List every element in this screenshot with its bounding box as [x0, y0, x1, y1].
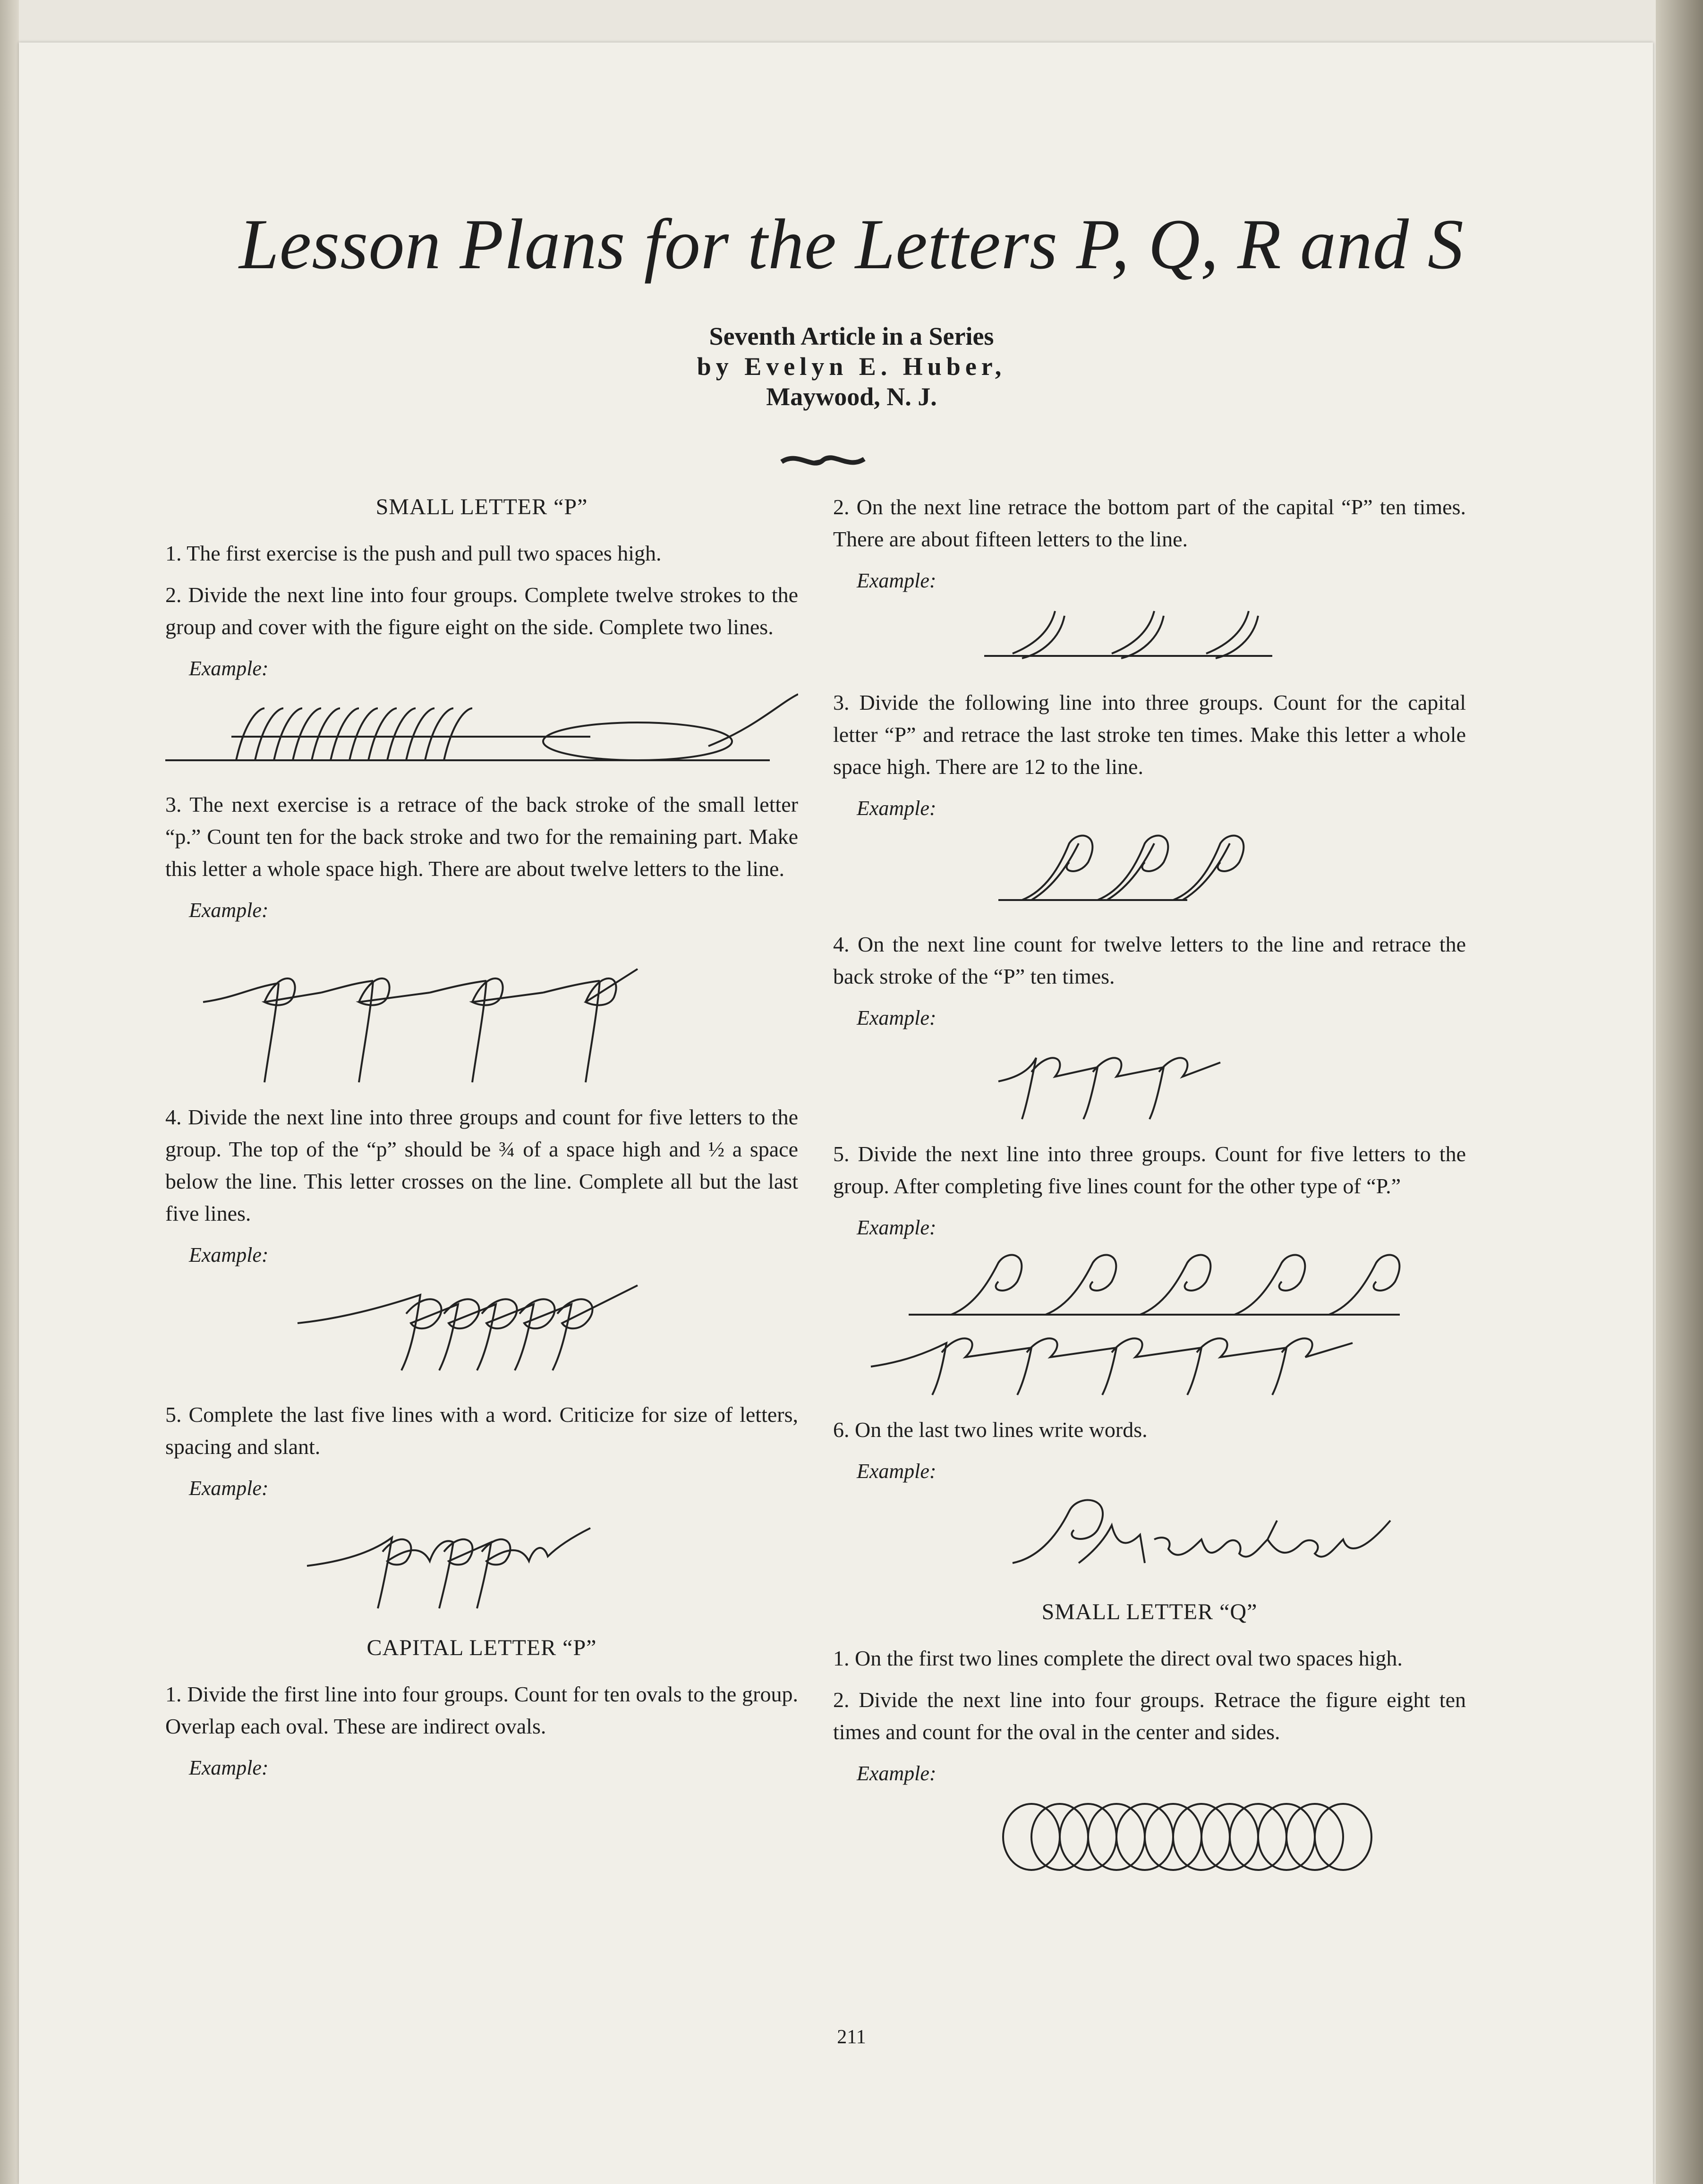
author-name: by Evelyn E. Huber, — [697, 352, 1006, 381]
capital-p-step-3: 3. Divide the following line into three groups. Count for the capital letter “P” and retrace the last stroke ten times. Make this letter a whole space high. There are 12 to the line. — [833, 690, 1466, 779]
small-p-sample — [165, 1276, 798, 1385]
example-label: Example: — [857, 1006, 937, 1029]
article-subtitle: Seventh Article in a Series — [709, 322, 994, 350]
capital-p-rows-sample — [833, 1249, 1466, 1400]
example-label: Example: — [857, 1216, 937, 1239]
example-label: Example: — [857, 569, 937, 592]
figure-eight-oval-sample — [833, 1794, 1466, 1879]
capital-p-heading: CAPITAL LETTER “P” — [366, 1635, 597, 1660]
small-p-step-3: 3. The next exercise is a retrace of the back stroke of the small letter “p.” Count ten for the back stroke and two for the remaining part. Make this letter a whole space high. There are about twelve letters to the line. — [165, 792, 798, 881]
small-q-step-2: 2. Divide the next line into four groups. Retrace the figure eight ten times and count for the oval in the center and sides. — [833, 1688, 1466, 1744]
small-p-heading: SMALL LETTER “P” — [375, 494, 588, 519]
princeton-word-sample — [833, 1492, 1466, 1582]
example-label: Example: — [189, 899, 269, 922]
capital-p-back-stroke-sample — [833, 1039, 1466, 1124]
capital-p-step-5: 5. Divide the next line into three groups. Count for five letters to the group. After completing five lines count for the other type of “P.” — [833, 1142, 1466, 1198]
example-label: Example: — [189, 1243, 269, 1266]
article-title: Lesson Plans for the Letters P, Q, R and S — [239, 204, 1464, 284]
small-p-step-5: 5. Complete the last five lines with a word. Criticize for size of letters, spacing and slant. — [165, 1402, 798, 1459]
small-q-heading: SMALL LETTER “Q” — [1041, 1599, 1258, 1624]
example-label: Example: — [189, 657, 269, 680]
page-number: 211 — [837, 2026, 866, 2048]
example-label: Example: — [857, 1460, 937, 1483]
small-p-step-2: 2. Divide the next line into four groups. Complete twelve strokes to the group and cover with the figure eight on the side. Complete two lines. — [165, 583, 798, 639]
ornament-icon — [779, 449, 867, 472]
example-label: Example: — [857, 797, 937, 820]
right-column — [833, 491, 1466, 1894]
bottom-stroke-sample — [833, 602, 1466, 672]
capital-p-retrace-sample — [833, 829, 1466, 914]
example-label: Example: — [189, 1477, 269, 1500]
push-pull-sample — [165, 689, 798, 774]
capital-p-step-1: 1. Divide the first line into four groups. Count for ten ovals to the group. Overlap each oval. These are indirect ovals. — [165, 1682, 798, 1738]
small-p-step-1: 1. The first exercise is the push and pull two spaces high. — [165, 541, 662, 565]
pepper-word-sample — [165, 1509, 798, 1618]
capital-p-step-6: 6. On the last two lines write words. — [833, 1418, 1148, 1442]
left-column — [165, 491, 798, 1784]
capital-p-step-2: 2. On the next line retrace the bottom part of the capital “P” ten times. There are about fifteen letters to the line. — [833, 495, 1466, 551]
example-label: Example: — [857, 1762, 937, 1785]
small-p-step-4: 4. Divide the next line into three groups and count for five letters to the group. The top of the “p” should be ¾ of a space high and ½ a space below the line. This letter crosses on the line. Complete all but the last five lines. — [165, 1105, 798, 1225]
small-q-step-1: 1. On the first two lines complete the direct oval two spaces high. — [833, 1646, 1403, 1670]
capital-p-step-4: 4. On the next line count for twelve letters to the line and retrace the back stroke of the “P” ten times. — [833, 932, 1466, 988]
author-location: Maywood, N. J. — [766, 382, 937, 411]
example-label: Example: — [189, 1756, 269, 1779]
byline — [0, 321, 1703, 412]
back-stroke-sample — [165, 931, 798, 1087]
